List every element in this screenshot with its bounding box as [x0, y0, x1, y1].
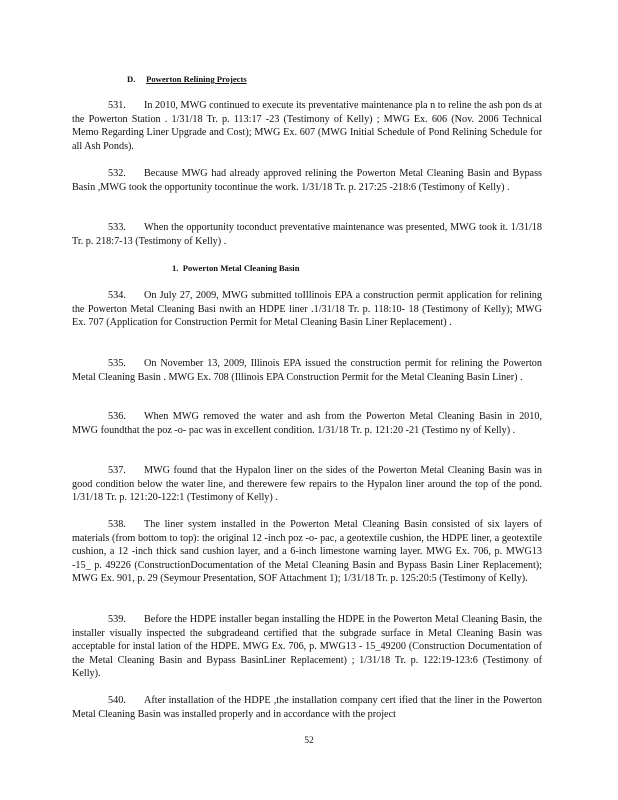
paragraph-text: When the opportunity toconduct preventative maintenance was presented, MWG took it. 1/31/18 Tr. p. 218:7-13 (Testimony of Kelly) . — [72, 222, 542, 247]
paragraph-number: 536. — [108, 411, 126, 422]
paragraph-text: The liner system installed in the Powerton Metal Cleaning Basin consisted of six layers of materials (from bottom to top): the original 12 -inch poz -o- pac, a geotextile cushion, the HDPE liner, a geotextile cushion, a 12 -inch thick sand cushion layer, and a 6-inch limestone warning layer. MWG Ex. 706, p. MWG13 -15_ p. 49226 (ConstructionDocumentation of the Metal Cleaning Basin and Bypass Basin Liner Replacement); MWG Ex. 901, p. 29 (Seymour Presentation, SOF Attachment 1); 1/31/18 Tr. p. 125:20:5 (Testimony of Kelly). — [72, 519, 542, 585]
section-heading — [127, 74, 247, 84]
section-letter: D. — [127, 74, 136, 84]
paragraph-535 — [72, 357, 542, 384]
paragraph-number: 540. — [108, 695, 126, 706]
sub-heading-title: Powerton Metal Cleaning Basin — [182, 263, 300, 273]
paragraph-text: In 2010, MWG continued to execute its preventative maintenance pla n to reline the ash pon ds at the Powerton Station . 1/31/18 Tr. p. 113:17 -23 (Testimony of Kelly) ; MWG Ex. 606 (Nov. 2006 Technical Memo Regarding Liner Upgrade and Cost); MWG Ex. 607 (MWG Initial Schedule of Pond Relining Schedule for all Ash Ponds). — [72, 100, 542, 152]
paragraph-number: 531. — [108, 100, 126, 111]
paragraph-534 — [72, 289, 542, 330]
paragraph-text: Before the HDPE installer began installing the HDPE in the Powerton Metal Cleaning Basin, the installer visually inspected the subgradeand certified that the subgrade surface in Metal Cleaning Basin was acceptable for instal lation of the HDPE. MWG Ex. 706, p. MWG13 - 15_49200 (Construction Documentation of the Metal Cleaning Basin and Bypass BasinLiner Replacement) ; 1/31/18 Tr. p. 122:19-123:6 (Testimony of Kelly). — [72, 614, 542, 680]
paragraph-538 — [72, 518, 542, 586]
section-title: Powerton Relining Projects — [146, 74, 247, 84]
paragraph-540 — [72, 694, 542, 721]
paragraph-text: When MWG removed the water and ash from the Powerton Metal Cleaning Basin in 2010, MWG foundthat the poz -o- pac was in excellent condition. 1/31/18 Tr. p. 121:20 -21 (Testimo ny of Kelly) . — [72, 411, 542, 436]
paragraph-537 — [72, 464, 542, 505]
paragraph-number: 533. — [108, 222, 126, 233]
paragraph-539 — [72, 613, 542, 681]
paragraph-number: 535. — [108, 358, 126, 369]
paragraph-number: 538. — [108, 519, 126, 530]
paragraph-number: 534. — [108, 290, 126, 301]
paragraph-536 — [72, 410, 542, 437]
paragraph-text: On July 27, 2009, MWG submitted toIllinois EPA a construction permit application for relining the Powerton Metal Cleaning Basi nwith an HDPE liner .1/31/18 Tr. p. 118:10- 18 (Testimony of Kelly); MWG Ex. 707 (Application for Construction Permit for Metal Cleaning Basin Liner Replacement) . — [72, 290, 542, 329]
paragraph-text: Because MWG had already approved relining the Powerton Metal Cleaning Basin and Bypass Basin ,MWG took the opportunity tocontinue the work. 1/31/18 Tr. p. 217:25 -218:6 (Testimony of Kelly) . — [72, 168, 542, 193]
paragraph-number: 537. — [108, 465, 126, 476]
paragraph-number: 539. — [108, 614, 126, 625]
paragraph-text: MWG found that the Hypalon liner on the sides of the Powerton Metal Cleaning Basin was in good condition below the water line, and therewere few repairs to the Hypalon liner around the top of the pond. 1/31/18 Tr. p. 121:20-122:1 (Testimony of Kelly) . — [72, 465, 542, 504]
paragraph-text: After installation of the HDPE ,the installation company cert ified that the liner in the Powerton Metal Cleaning Basin was installed properly and in accordance with the project — [72, 695, 542, 720]
sub-heading-number: 1. — [172, 263, 179, 273]
sub-heading — [172, 263, 299, 273]
paragraph-531 — [72, 99, 542, 153]
paragraph-text: On November 13, 2009, Illinois EPA issued the construction permit for relining the Powerton Metal Cleaning Basin . MWG Ex. 708 (Illinois EPA Construction Permit for the Metal Cleaning Basin Liner) . — [72, 358, 542, 383]
page-number: 52 — [304, 736, 314, 746]
paragraph-532 — [72, 167, 542, 194]
paragraph-533 — [72, 221, 542, 248]
paragraph-number: 532. — [108, 168, 126, 179]
